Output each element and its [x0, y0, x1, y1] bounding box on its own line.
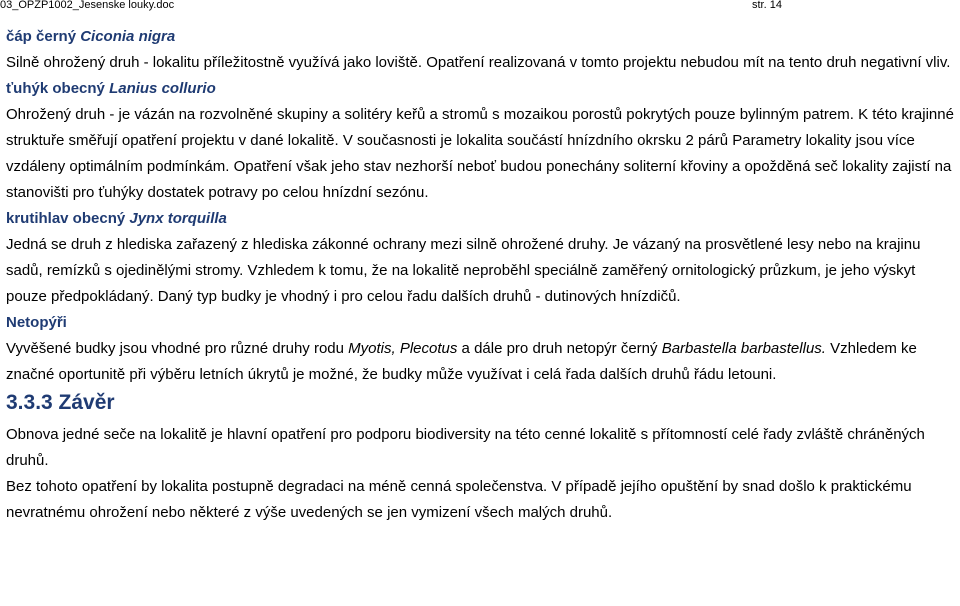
conclusion-paragraph-2: Bez tohoto opatření by lokalita postupně degradaci na méně cenná společenstva. V případě jejího opuštění by snad došlo k praktickému nevratnému ohrožení nebo některé z výše uvedených se jen vymizení všech malých druhů. [6, 478, 912, 521]
species-text-lanius: Ohrožený druh - je vázán na rozvolněné skupiny a solitéry keřů a stromů s mozaikou porostů pokrytých pouze bylinným patrem. K této krajinné struktuře směřují opatření projektu v dané lokalitě. V současnosti je lokalita součástí hnízdního okrsku 2 párů Parametry lokality jsou více vzdáleny optimálním podmínkám. Opatření však jeho stav nezhorší neboť budou ponechány soliterní křoviny a opožděná seč lokality zajistí na stanovišti pro ťuhýky dostatek potravy po celou hnízdní sezónu. [6, 106, 954, 201]
species-text-jynx: Jedná se druh z hlediska zařazený z hlediska zákonné ochrany mezi silně ohrožené druhy. Je vázaný na prosvětlené lesy nebo na krajinu sadů, remízků s ojedinělými stromy. Vzhledem k tomu, že na lokalitě neproběhl speciálně zaměřený ornitologický průzkum, je jeho výskyt pouze předpokládaný. Daný typ budky je vhodný i pro celou řadu dalších druhů - dutinových hnízdičů. [6, 236, 921, 305]
species-name-cz: krutihlav obecný [6, 210, 126, 227]
species-name-latin: Lanius collurio [109, 80, 216, 97]
species-name-latin: Ciconia nigra [80, 28, 176, 45]
header-filename: 03_OPZP1002_Jesenske louky.doc [0, 0, 175, 11]
bats-genus: Myotis, Plecotus [348, 340, 458, 357]
bats-text-part: Vzhledem ke značné oportunitě při výběru letních úkrytů je možné, že budky může využívat i celá řada dalších druhů řádu letouni. [6, 340, 917, 383]
species-heading-ciconia [6, 24, 956, 50]
bats-text-part: Vyvěšené budky jsou vhodné pro různé druhy rodu [6, 340, 349, 357]
species-heading-jynx [6, 206, 956, 232]
header-page-number: str. 14 [752, 0, 782, 11]
species-heading-lanius [6, 76, 956, 102]
section-title: 3.3.3 Závěr [6, 391, 115, 414]
conclusion-paragraph-1: Obnova jedné seče na lokalitě je hlavní opatření pro podporu biodiversity na této cenné lokalitě s přítomností celé řady zvláště chráněných druhů. [6, 426, 925, 469]
bats-species: Barbastella barbastellus. [661, 340, 826, 357]
species-name-latin: Jynx torquilla [129, 210, 227, 227]
bats-heading: Netopýři [6, 314, 67, 331]
species-name-cz: ťuhýk obecný [6, 80, 105, 97]
bats-text [6, 336, 956, 388]
document-body [6, 24, 956, 526]
bats-text-part: a dále pro druh netopýr černý [457, 340, 662, 357]
species-name-cz: čáp černý [6, 28, 77, 45]
species-text-ciconia: Silně ohrožený druh - lokalitu příležitostně využívá jako loviště. Opatření realizovaná v tomto projektu nebudou mít na tento druh negativní vliv. [6, 54, 951, 71]
